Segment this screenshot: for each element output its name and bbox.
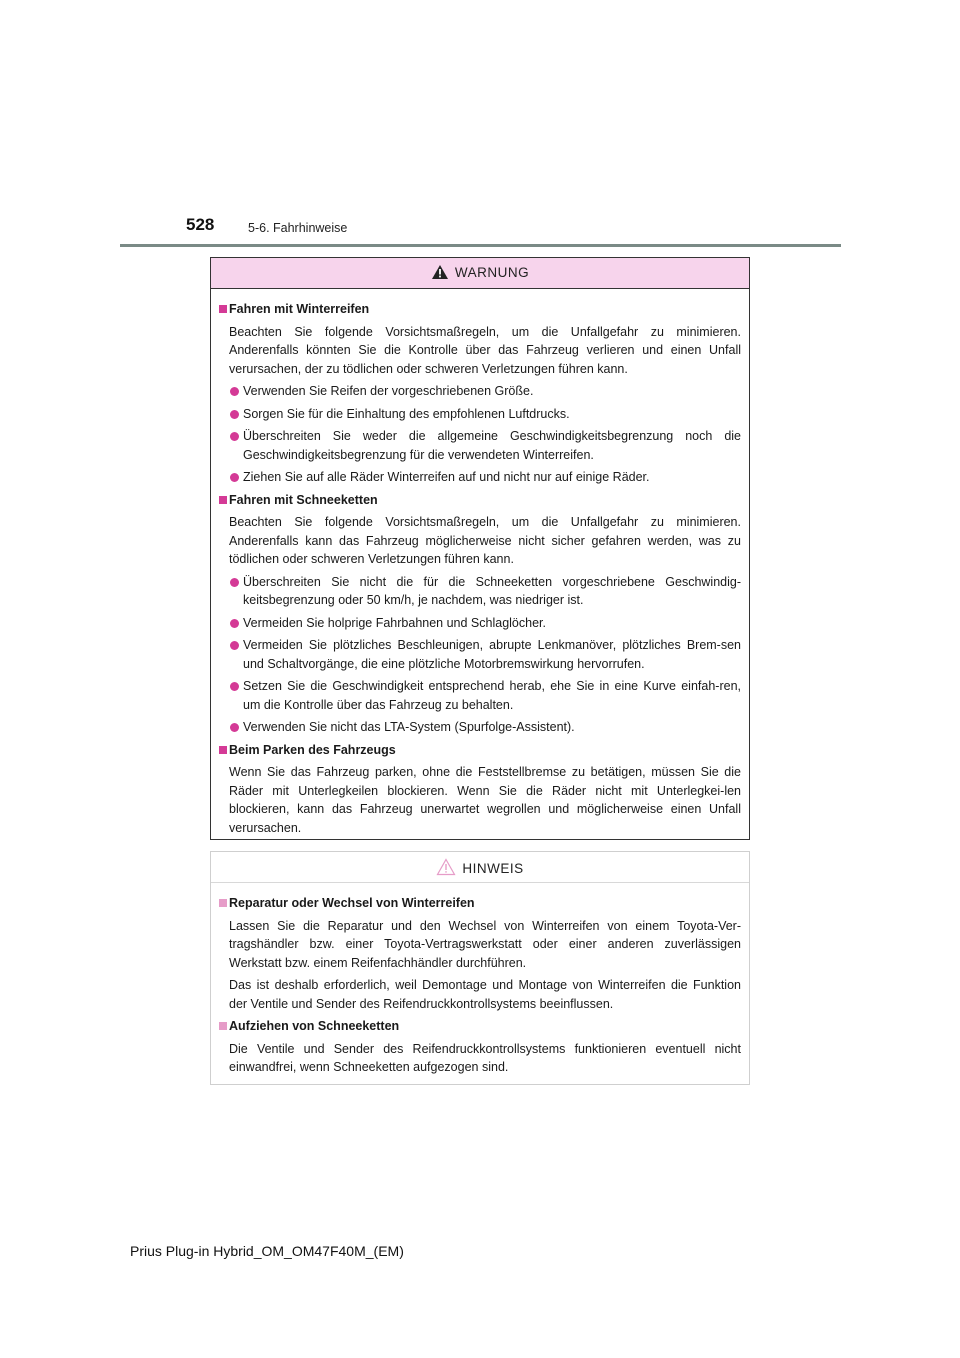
section-heading: Fahren mit Schneeketten <box>219 491 741 510</box>
notice-box <box>210 851 750 1085</box>
bullet-dot-icon <box>230 387 239 396</box>
section-heading: Beim Parken des Fahrzeugs <box>219 741 741 760</box>
section-title: 5-6. Fahrhinweise <box>248 221 348 235</box>
section-square-icon <box>219 496 227 504</box>
notice-section <box>219 894 741 1013</box>
list-item: Vermeiden Sie holprige Fahrbahnen und Schlaglöcher. <box>219 614 741 633</box>
caution-triangle-icon <box>436 858 456 876</box>
notice-section <box>219 1017 741 1077</box>
warning-triangle-icon <box>431 264 449 280</box>
warning-box-header <box>211 258 749 289</box>
notice-body <box>211 883 749 1077</box>
list-item: Überschreiten Sie weder die allgemeine Geschwindigkeitsbegrenzung noch die Geschwindigkeitsbegrenzung für die verwendeten Winterreifen. <box>219 427 741 464</box>
paragraph: Beachten Sie folgende Vorsichtsmaßregeln, um die Unfallgefahr zu minimieren. Anderenfalls könnten Sie die Kontrolle über das Fahrzeug verlieren und einen Unfall verursachen, der zu tödlichen oder schweren Verletzungen führen kann. <box>229 324 741 376</box>
list-item: Verwenden Sie Reifen der vorgeschriebenen Größe. <box>219 382 741 401</box>
notice-box-header <box>211 852 749 883</box>
warning-section <box>219 300 741 487</box>
bullet-dot-icon <box>230 723 239 732</box>
warning-title: WARNUNG <box>454 265 530 280</box>
bullet-dot-icon <box>230 432 239 441</box>
page-header <box>0 0 960 250</box>
bullet-dot-icon <box>230 410 239 419</box>
section-heading: Reparatur oder Wechsel von Winterreifen <box>219 894 741 913</box>
header-divider <box>120 244 841 247</box>
paragraph: Beachten Sie folgende Vorsichtsmaßregeln, um die Unfallgefahr zu minimieren. Anderenfalls kann das Fahrzeug möglicherweise nicht sicher gefahren werden, was zu tödlichen oder schweren Verletzungen führen kann. <box>229 515 741 566</box>
bullet-dot-icon <box>230 473 239 482</box>
list-item: Ziehen Sie auf alle Räder Winterreifen auf und nicht nur auf einige Räder. <box>219 468 741 487</box>
notice-title: HINWEIS <box>462 861 524 876</box>
section-heading: Fahren mit Winterreifen <box>219 300 741 319</box>
list-item: Überschreiten Sie nicht die für die Schneeketten vorgeschriebene Geschwindig-keitsbegrenzung oder 50 km/h, je nachdem, was niedriger ist. <box>219 573 741 610</box>
paragraph: Das ist deshalb erforderlich, weil Demontage und Montage von Winterreifen die Funktion der Ventile und Sender des Reifendruckkontrollsystems beeinflussen. <box>229 978 741 1011</box>
footer-model-code: Prius Plug-in Hybrid_OM_OM47F40M_(EM) <box>130 1243 404 1259</box>
section-heading: Aufziehen von Schneeketten <box>219 1017 741 1036</box>
list-item: Setzen Sie die Geschwindigkeit entsprechend herab, ehe Sie in eine Kurve einfah-ren, um die Kontrolle über das Fahrzeug zu behalten. <box>219 677 741 714</box>
section-square-icon <box>219 305 227 313</box>
bullet-dot-icon <box>230 578 239 587</box>
section-square-icon <box>219 899 227 907</box>
list-item: Sorgen Sie für die Einhaltung des empfohlenen Luftdrucks. <box>219 405 741 424</box>
paragraph: Die Ventile und Sender des Reifendruckkontrollsystems funktionieren eventuell nicht einwandfrei, wenn Schneeketten aufgezogen sind. <box>229 1041 741 1074</box>
page-number: 528 <box>186 215 215 234</box>
section-square-icon <box>219 1022 227 1030</box>
paragraph: Wenn Sie das Fahrzeug parken, ohne die Feststellbremse zu betätigen, müssen Sie die Räder mit Unterlegkeilen blockieren. Wenn Sie die Räder nicht mit Unterlegkei-len blockieren, kann das Fahrzeug unerwartet wegrollen und möglicherweise einen Unfall verursachen. <box>229 765 741 835</box>
bullet-dot-icon <box>230 619 239 628</box>
bullet-dot-icon <box>230 641 239 650</box>
list-item: Verwenden Sie nicht das LTA-System (Spurfolge-Assistent). <box>219 718 741 737</box>
list-item: Vermeiden Sie plötzliches Beschleunigen, abrupte Lenkmanöver, plötzliches Brem-sen und Schaltvorgänge, die eine plötzliche Motorbremswirkung hervorrufen. <box>219 636 741 673</box>
warning-body <box>211 289 749 837</box>
warning-section <box>219 741 741 838</box>
bullet-dot-icon <box>230 682 239 691</box>
paragraph: Lassen Sie die Reparatur und den Wechsel von Winterreifen von einem Toyota-Ver-tragshändler bzw. einer Toyota-Vertragswerkstatt oder einer anderen zuverlässigen Werkstatt bzw. einem Reifenfachhändler durchführen. <box>229 918 741 970</box>
warning-section <box>219 491 741 737</box>
section-square-icon <box>219 746 227 754</box>
warning-box <box>210 257 750 840</box>
